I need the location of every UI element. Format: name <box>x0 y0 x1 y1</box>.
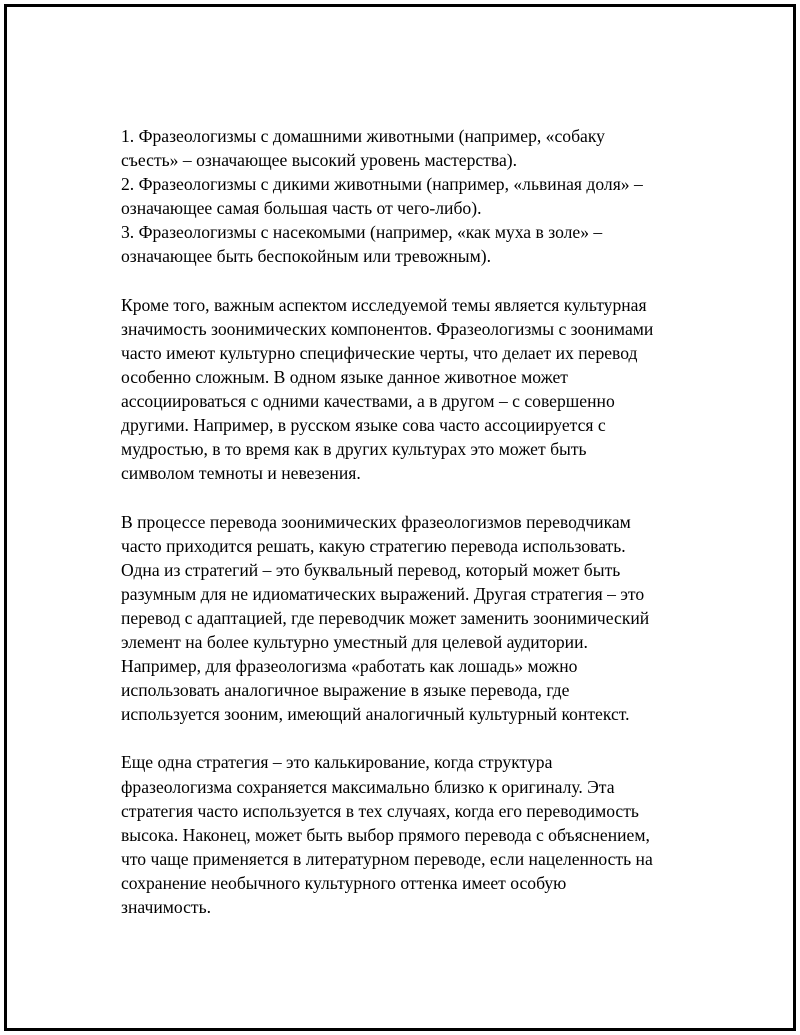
text-line: 1. Фразеологизмы с домашними животными (например, «собаку <box>121 126 605 146</box>
list-item <box>121 172 701 220</box>
document-body <box>121 124 701 919</box>
text-line: Например, для фразеологизма «работать как лошадь» можно <box>121 656 578 677</box>
text-line: перевод с адаптацией, где переводчик может заменить зоонимический <box>121 607 650 628</box>
text-line: что чаще применяется в литературном переводе, если нацеленность на <box>121 848 653 869</box>
zoonym-list <box>121 124 701 269</box>
text-line: означающее самая большая часть от чего-либо). <box>121 198 482 219</box>
text-line: Кроме того, важным аспектом исследуемой темы является культурная <box>121 294 647 315</box>
paragraph-calque-strategy <box>121 750 701 919</box>
text-line: фразеологизма сохраняется максимально близко к оригиналу. Эта <box>121 776 615 797</box>
paragraph-gap <box>121 726 701 750</box>
text-line: означающее быть беспокойным или тревожным). <box>121 246 491 267</box>
text-line: значимость зоонимических компонентов. Фразеологизмы с зоонимами <box>121 318 654 339</box>
text-line: ассоциироваться с одними качествами, а в другом – с совершенно <box>121 391 615 412</box>
text-line: элемент на более культурно уместный для целевой аудитории. <box>121 631 588 652</box>
text-line: Одна из стратегий – это буквальный перевод, который может быть <box>121 559 621 580</box>
text-line: используется зооним, имеющий аналогичный культурный контекст. <box>121 704 630 725</box>
text-line: разумным для не идиоматических выражений. Другая стратегия – это <box>121 583 645 604</box>
paragraph-gap <box>121 485 701 509</box>
text-line: другими. Например, в русском языке сова часто ассоциируется с <box>121 415 606 436</box>
text-line: В процессе перевода зоонимических фразеологизмов переводчикам <box>121 511 631 532</box>
text-line: стратегия часто используется в тех случаях, когда его переводимость <box>121 800 639 821</box>
text-line: часто имеют культурно специфические черты, что делает их перевод <box>121 342 638 363</box>
page-frame <box>4 4 796 1031</box>
text-line: Еще одна стратегия – это калькирование, когда структура <box>121 752 553 773</box>
text-line: использовать аналогичное выражение в языке перевода, где <box>121 680 570 701</box>
text-line: мудростью, в то время как в других культурах это может быть <box>121 439 587 460</box>
text-line: сохранение необычного культурного оттенка имеет особую <box>121 872 567 893</box>
text-line: 2. Фразеологизмы с дикими животными (например, «львиная доля» – <box>121 174 643 195</box>
paragraph-cultural-significance <box>121 293 701 486</box>
text-line: высока. Наконец, может быть выбор прямого перевода с объяснением, <box>121 824 650 845</box>
text-line: съесть» – означающее высокий уровень мастерства). <box>121 150 518 171</box>
text-line: особенно сложным. В одном языке данное животное может <box>121 366 568 387</box>
paragraph-gap <box>121 269 701 293</box>
text-line: значимость. <box>121 897 212 917</box>
list-item <box>121 220 701 268</box>
list-item <box>121 124 701 172</box>
text-line: 3. Фразеологизмы с насекомыми (например, «как муха в золе» – <box>121 222 603 243</box>
paragraph-translation-strategies <box>121 510 701 727</box>
text-line: символом темноты и невезения. <box>121 463 361 484</box>
text-line: часто приходится решать, какую стратегию перевода использовать. <box>121 535 626 556</box>
